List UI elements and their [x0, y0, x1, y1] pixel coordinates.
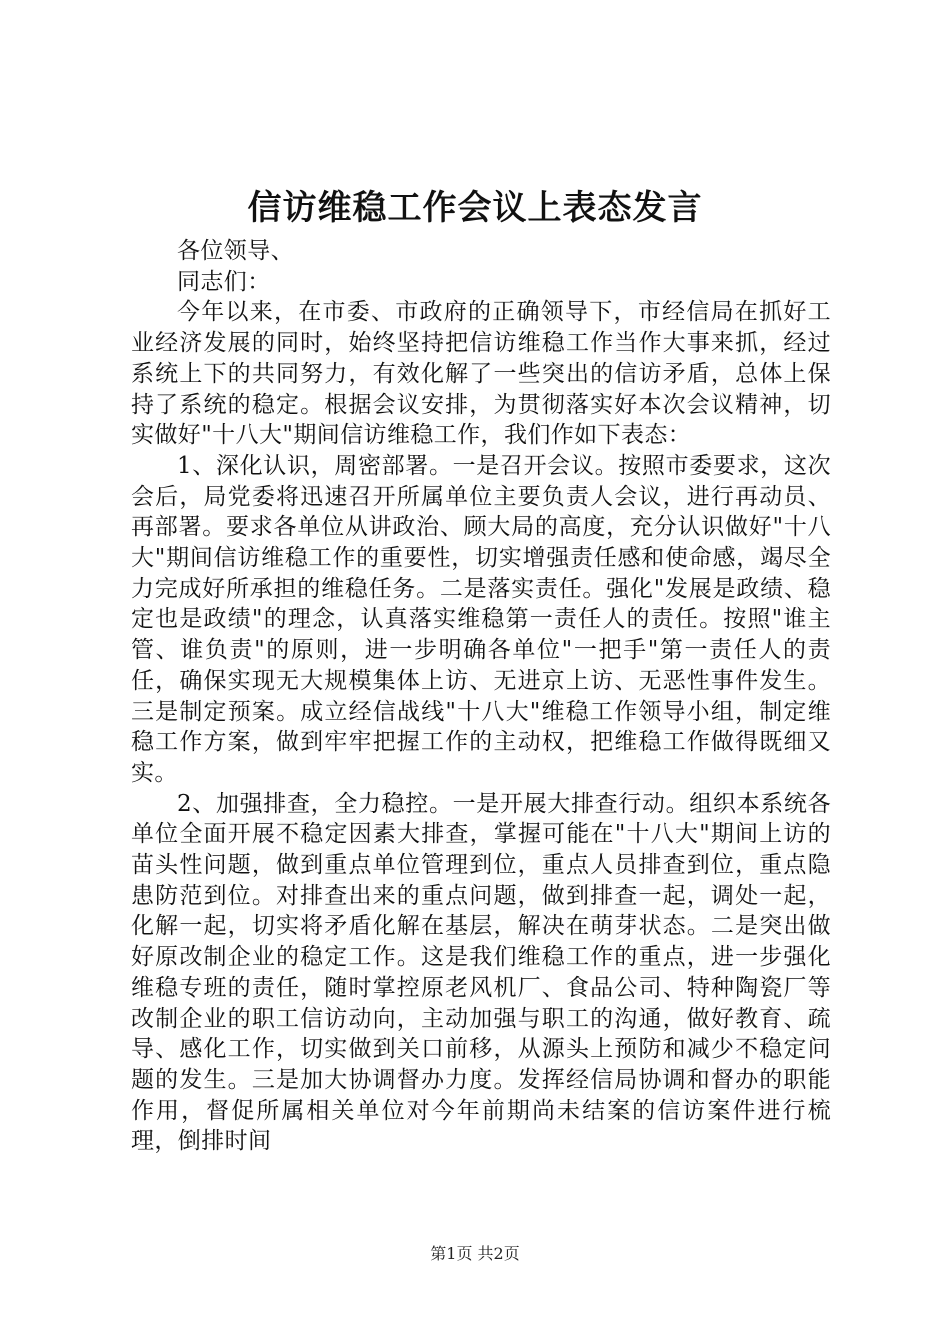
body-paragraph-section-1: 1、深化认识，周密部署。一是召开会议。按照市委要求，这次会后，局党委将迅速召开所属单位主要负责人会议，进行再动员、再部署。要求各单位从讲政治、顾大局的高度，充分认识做好"十八大"期间信访维稳工作的重要性，切实增强责任感和使命感，竭尽全力完成好所承担的维稳任务。二是落实责任。强化"发展是政绩、稳定也是政绩"的理念，认真落实维稳第一责任人的责任。按照"谁主管、谁负责"的原则，进一步明确各单位"一把手"第一责任人的责任，确保实现无大规模集体上访、无进京上访、无恶性事件发生。三是制定预案。成立经信战线"十八大"维稳工作领导小组，制定维稳工作方案，做到牢牢把握工作的主动权，把维稳工作做得既细又实。	[131, 452, 831, 786]
document-body	[131, 236, 831, 1157]
document-title: 信访维稳工作会议上表态发言	[247, 188, 703, 228]
body-paragraph-section-2: 2、加强排查，全力稳控。一是开展大排查行动。组织本系统各单位全面开展不稳定因素大排查，掌握可能在"十八大"期间上访的苗头性问题，做到重点单位管理到位，重点人员排查到位，重点隐患防范到位。对排查出来的重点问题，做到排查一起，调处一起，化解一起，切实将矛盾化解在基层，解决在萌芽状态。二是突出做好原改制企业的稳定工作。这是我们维稳工作的重点，进一步强化维稳专班的责任，随时掌控原老风机厂、食品公司、特种陶瓷厂等改制企业的职工信访动向，主动加强与职工的沟通，做好教育、疏导、感化工作，切实做到关口前移，从源头上预防和减少不稳定问题的发生。三是加大协调督办力度。发挥经信局协调和督办的职能作用，督促所属相关单位对今年前期尚未结案的信访案件进行梳理，倒排时间	[131, 790, 831, 1155]
body-paragraph-intro: 今年以来，在市委、市政府的正确领导下，市经信局在抓好工业经济发展的同时，始终坚持把信访维稳工作当作大事来抓，经过系统上下的共同努力，有效化解了一些突出的信访矛盾，总体上保持了系统的稳定。根据会议安排，为贯彻落实好本次会议精神，切实做好"十八大"期间信访维稳工作，我们作如下表态：	[131, 299, 831, 449]
salutation-line-2: 同志们：	[177, 268, 271, 295]
page-footer: 第1页 共2页	[430, 1244, 520, 1263]
salutation-line-1: 各位领导、	[177, 238, 294, 264]
